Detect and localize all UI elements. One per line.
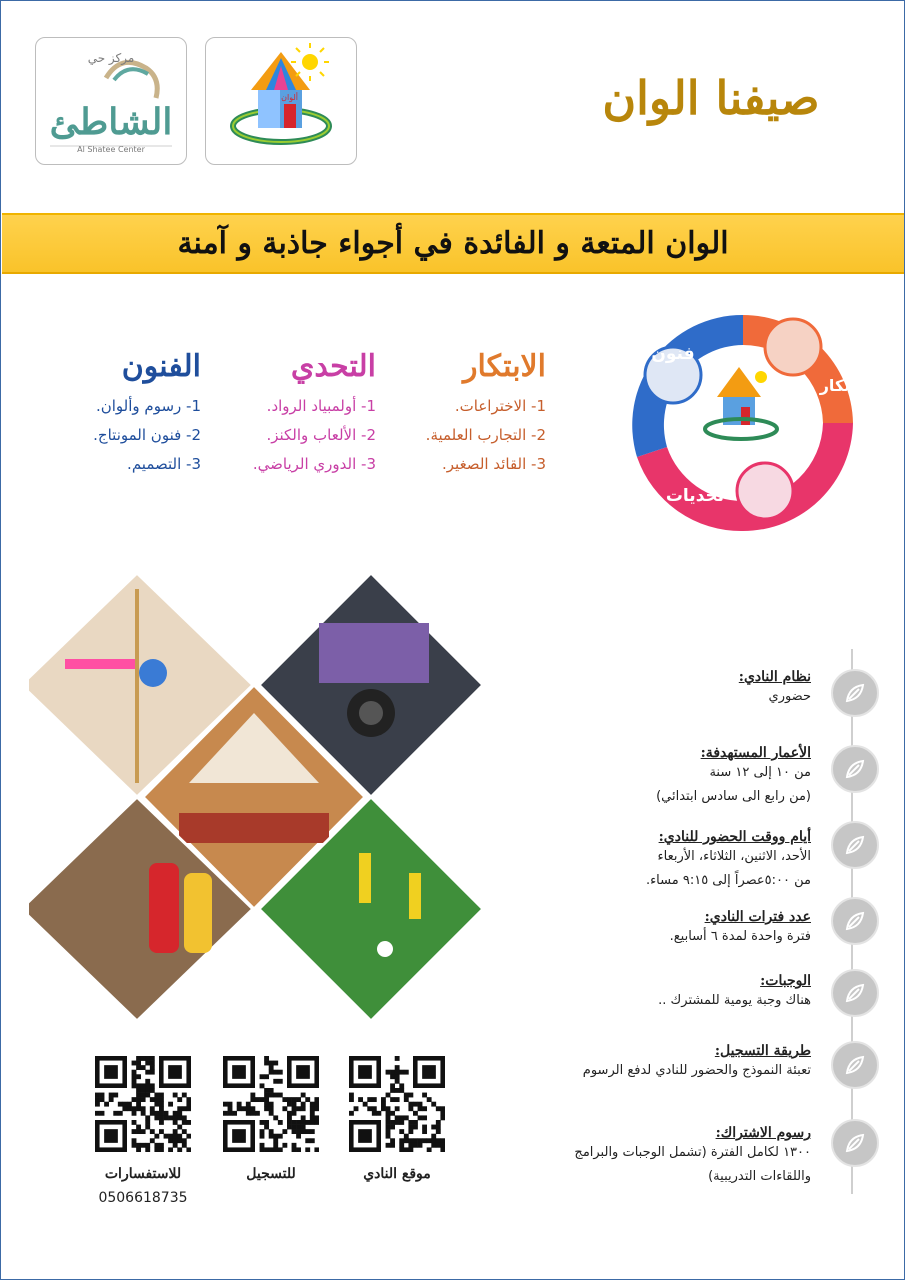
program-innovation [396,349,546,479]
shatee-logo-latin: Al Shatee Center [77,145,145,154]
info-label: نظام النادي: [738,669,811,685]
info-label: عدد فترات النادي: [704,909,811,925]
info-value: حضوري [768,689,811,704]
list-item: 3- الدوري الرياضي. [252,455,376,473]
info-value: فترة واحدة لمدة ٦ أسابيع. [669,929,811,944]
alwan-logo [205,37,357,165]
info-days-time [561,829,811,893]
info-label: أيام ووقت الحضور للنادي: [658,829,811,845]
info-value: تعبئة النموذج والحضور للنادي لدفع الرسوم [582,1063,811,1078]
info-value: من ٥:٠٠عصراً إلى ٩:١٥ مساء. [645,873,811,888]
program-challenge [226,349,376,479]
inquiries-phone[interactable]: 0506618735 [98,1190,188,1206]
info-value: من ١٠ إلى ١٢ سنة [709,765,811,780]
info-periods [561,909,811,949]
leaf-icon [831,969,879,1017]
info-registration [561,1043,811,1083]
wheel-label-arts: فنون [651,344,695,364]
info-label: الأعمار المستهدفة: [700,745,811,761]
slogan-banner [2,213,904,274]
wheel-label-challenge: تحديات [665,486,725,506]
list-item: 1- أولمبياد الرواد. [266,397,376,415]
shatee-logo-top: مركز حي [87,51,135,65]
qr-label-club-site: موقع النادي [363,1166,431,1182]
page-title: صيفنا الوان [602,71,820,125]
list-item: 3- القائد الصغير. [442,455,546,473]
leaf-icon [831,821,879,869]
qr-label-inquiries: للاستفسارات [104,1166,182,1182]
program-title: الابتكار [462,349,546,384]
qr-code-club-site[interactable] [349,1056,445,1152]
leaf-icon [831,1119,879,1167]
info-target-ages [561,745,811,809]
list-item: 2- فنون المونتاج. [93,426,201,444]
info-label: رسوم الاشتراك: [715,1125,811,1141]
info-value: واللقاءات التدريبية) [708,1169,811,1184]
wheel-label-innovation: ابتكار [819,376,863,395]
program-title: التحدي [290,349,376,384]
info-meals [561,973,811,1013]
list-item: 2- الألعاب والكنز. [266,426,376,444]
leaf-icon [831,745,879,793]
info-label: طريقة التسجيل: [714,1043,811,1059]
slogan-text: الوان المتعة و الفائدة في أجواء جاذبة و آمنة [177,226,729,261]
program-arts [61,349,201,479]
leaf-icon [831,669,879,717]
leaf-icon [831,1041,879,1089]
list-item: 2- التجارب العلمية. [425,426,546,444]
leaf-icon [831,897,879,945]
list-item: 1- الاختراعات. [454,397,546,415]
info-value: هناك وجبة يومية للمشترك .. [658,993,811,1008]
alwan-logo-caption: ألوان [281,93,298,102]
info-value: ١٣٠٠ لكامل الفترة (تشمل الوجبات والبرامج [574,1145,811,1160]
shatee-center-logo [35,37,187,165]
qr-label-registration: للتسجيل [246,1166,296,1182]
info-label: الوجبات: [760,973,811,989]
list-item: 3- التصميم. [127,455,201,473]
info-value: (من رابع الى سادس ابتدائي) [656,789,811,804]
programs-wheel [623,307,863,539]
program-title: الفنون [121,349,201,384]
shatee-logo-name: الشاطئ [49,101,173,143]
info-value: الأحد، الاثنين، الثلاثاء، الأربعاء [657,849,811,864]
qr-code-inquiries[interactable] [95,1056,191,1152]
info-fees [561,1125,811,1189]
info-club-system [561,669,811,709]
photo-collage [29,573,489,1021]
list-item: 1- رسوم وألوان. [95,397,201,415]
qr-code-registration[interactable] [223,1056,319,1152]
